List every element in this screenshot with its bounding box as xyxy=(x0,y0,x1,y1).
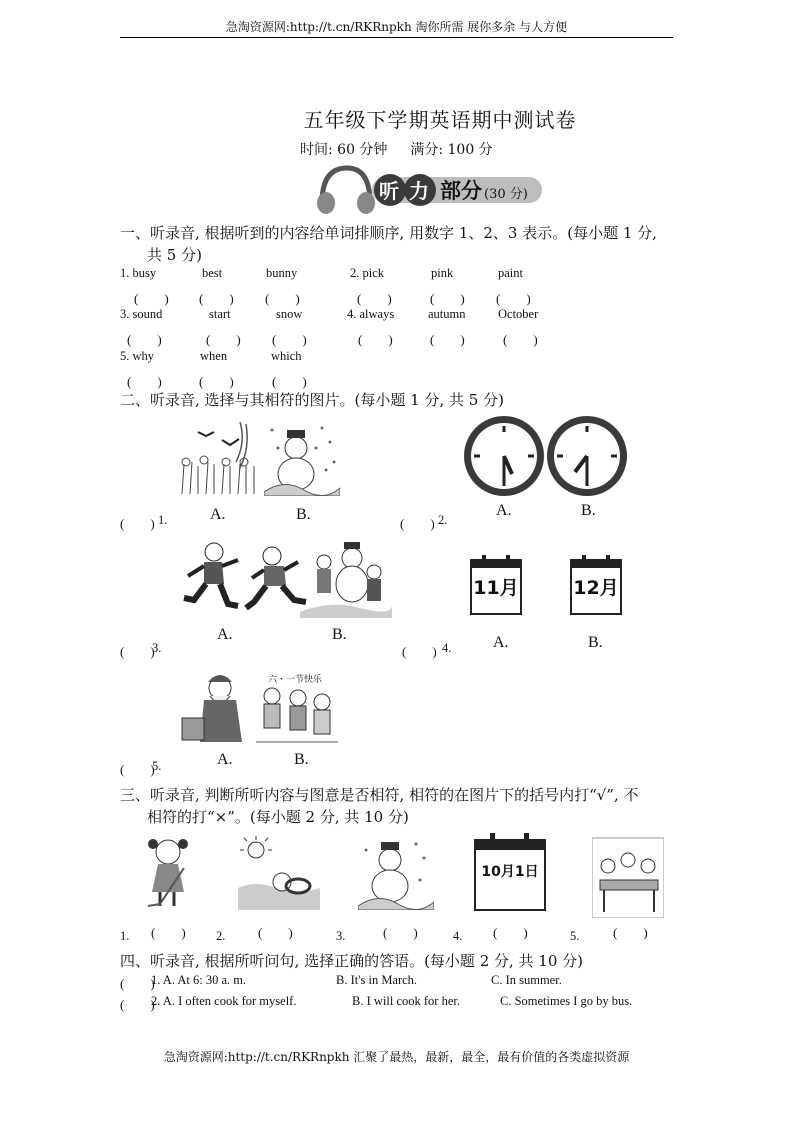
boy-swimming-picture xyxy=(236,836,320,910)
banner-char1: 听 xyxy=(379,179,399,203)
section2-title: 二、听录音, 选择与其相符的图片。(每小题 1 分, 共 5 分) xyxy=(120,391,504,409)
q2-option-b: B. I will cook for her. xyxy=(352,994,460,1008)
family-dinner-picture xyxy=(592,836,664,918)
option-a-label: A. xyxy=(217,751,233,768)
question-number: 4. xyxy=(453,929,463,943)
option-a-label: A. xyxy=(210,506,226,523)
question-number: 1. xyxy=(120,929,130,943)
santa-claus-picture xyxy=(180,672,250,744)
section3-title-line2: 相符的打“×”。(每小题 2 分, 共 10 分) xyxy=(147,808,409,826)
answer-blank[interactable]: ( ) xyxy=(206,332,241,347)
answer-blank[interactable]: ( ) xyxy=(127,332,162,347)
answer-blank[interactable]: ( ) xyxy=(383,925,418,940)
answer-blank[interactable]: ( ) xyxy=(503,332,538,347)
s1-word: 4. always xyxy=(347,307,395,321)
girl-sweeping-picture xyxy=(140,834,196,910)
exam-subtitle xyxy=(300,139,493,159)
time-label: 时间: 60 分钟 xyxy=(300,142,388,158)
children-snowman-picture xyxy=(300,538,392,618)
question-number: 3. xyxy=(152,641,162,655)
q2-option-a: 2. A. I often cook for myself. xyxy=(151,994,297,1008)
s1-word: which xyxy=(271,349,302,363)
s1-word: 5. why xyxy=(120,349,155,363)
calendar-b-text: 12月 xyxy=(573,577,619,599)
answer-blank[interactable]: ( ) xyxy=(120,976,155,991)
answer-blank[interactable]: ( ) xyxy=(358,332,393,347)
calendar-a-text: 11月 xyxy=(473,577,519,599)
score-label: 满分: 100 分 xyxy=(410,142,493,158)
answer-blank[interactable]: ( ) xyxy=(120,644,155,659)
listening-banner xyxy=(312,163,562,217)
answer-blank[interactable]: ( ) xyxy=(272,374,307,389)
snowman-picture xyxy=(264,418,340,496)
answer-blank[interactable]: ( ) xyxy=(430,332,465,347)
answer-blank[interactable]: ( ) xyxy=(613,925,648,940)
s1-word: autumn xyxy=(428,307,466,321)
answer-blank[interactable]: ( ) xyxy=(493,925,528,940)
q1-option-c: C. In summer. xyxy=(491,973,562,987)
s1-word: paint xyxy=(498,266,523,280)
question-number: 1. xyxy=(158,513,168,527)
answer-blank[interactable]: ( ) xyxy=(400,516,435,531)
section4-title: 四、听录音, 根据所听问句, 选择正确的答语。(每小题 2 分, 共 10 分) xyxy=(120,952,584,970)
s1-word: October xyxy=(498,307,539,321)
snowman-picture xyxy=(358,834,434,910)
answer-blank[interactable]: ( ) xyxy=(127,374,162,389)
answer-blank[interactable]: ( ) xyxy=(357,291,392,306)
calendar-oct1-text: 10月1日 xyxy=(481,864,539,880)
calendar-oct1-icon xyxy=(472,832,548,912)
banner-char2: 力 xyxy=(409,179,429,203)
s1-word: best xyxy=(202,266,223,280)
option-a-label: A. xyxy=(493,634,509,651)
question-number: 5. xyxy=(570,929,580,943)
banner-word: 部分 xyxy=(440,178,482,203)
q1-option-a: 1. A. At 6: 30 a. m. xyxy=(151,973,247,987)
answer-blank[interactable]: ( ) xyxy=(402,644,437,659)
question-number: 4. xyxy=(442,641,452,655)
s1-word: 2. pick xyxy=(350,266,385,280)
option-b-label: B. xyxy=(332,626,347,643)
page-footer: 急淘资源网:http://t.cn/RKRnpkh 汇聚了最热，最新，最全，最有价值的各类虚拟资源 xyxy=(163,1050,630,1064)
answer-blank[interactable]: ( ) xyxy=(265,291,300,306)
option-b-label: B. xyxy=(581,502,596,519)
section1-title-line1: 一、听录音, 根据听到的内容给单词排顺序, 用数字 1、2、3 表示。(每小题 1 分, xyxy=(120,224,657,242)
s1-word: 3. sound xyxy=(120,307,163,321)
answer-blank[interactable]: ( ) xyxy=(120,997,155,1012)
question-number: 2. xyxy=(216,929,226,943)
answer-blank[interactable]: ( ) xyxy=(151,925,186,940)
s1-word: snow xyxy=(276,307,303,321)
question-number: 3. xyxy=(336,929,346,943)
answer-blank[interactable]: ( ) xyxy=(199,291,234,306)
option-b-label: B. xyxy=(296,506,311,523)
childrens-day-banner: 六・一节快乐 xyxy=(268,675,323,685)
answer-blank[interactable]: ( ) xyxy=(199,374,234,389)
calendar-b-icon xyxy=(568,554,624,616)
exam-title: 五年级下学期英语期中测试卷 xyxy=(303,108,577,132)
section3-title-line1: 三、听录音, 判断所听内容与图意是否相符, 相符的在图片下的括号内打“√”, 不 xyxy=(120,786,639,804)
answer-blank[interactable]: ( ) xyxy=(134,291,169,306)
s1-word: when xyxy=(200,349,228,363)
s1-word: pink xyxy=(431,266,454,280)
question-number: 5. xyxy=(152,759,162,773)
clock-b-icon xyxy=(545,414,629,498)
calendar-a-icon xyxy=(468,554,524,616)
answer-blank[interactable]: ( ) xyxy=(430,291,465,306)
answer-blank[interactable]: ( ) xyxy=(120,762,155,777)
q1-option-b: B. It's in March. xyxy=(336,973,418,987)
option-a-label: A. xyxy=(496,502,512,519)
spring-birds-picture xyxy=(180,418,256,496)
answer-blank[interactable]: ( ) xyxy=(272,332,307,347)
childrens-day-picture xyxy=(256,684,338,744)
answer-blank[interactable]: ( ) xyxy=(496,291,531,306)
clock-a-icon xyxy=(462,414,546,498)
question-number: 2. xyxy=(438,513,448,527)
answer-blank[interactable]: ( ) xyxy=(120,516,155,531)
option-a-label: A. xyxy=(217,626,233,643)
s1-word: start xyxy=(209,307,231,321)
s1-word: bunny xyxy=(266,266,298,280)
section1-title-line2: 共 5 分) xyxy=(147,246,202,264)
s1-word: 1. busy xyxy=(120,266,157,280)
header-rule xyxy=(120,37,673,38)
answer-blank[interactable]: ( ) xyxy=(258,925,293,940)
q2-option-c: C. Sometimes I go by bus. xyxy=(500,994,633,1008)
option-b-label: B. xyxy=(588,634,603,651)
running-boy-picture xyxy=(180,540,246,614)
page-header: 急淘资源网:http://t.cn/RKRnpkh 淘你所需 展你多余 与人方便 xyxy=(225,20,568,34)
option-b-label: B. xyxy=(294,751,309,768)
banner-points: (30 分) xyxy=(484,187,528,202)
